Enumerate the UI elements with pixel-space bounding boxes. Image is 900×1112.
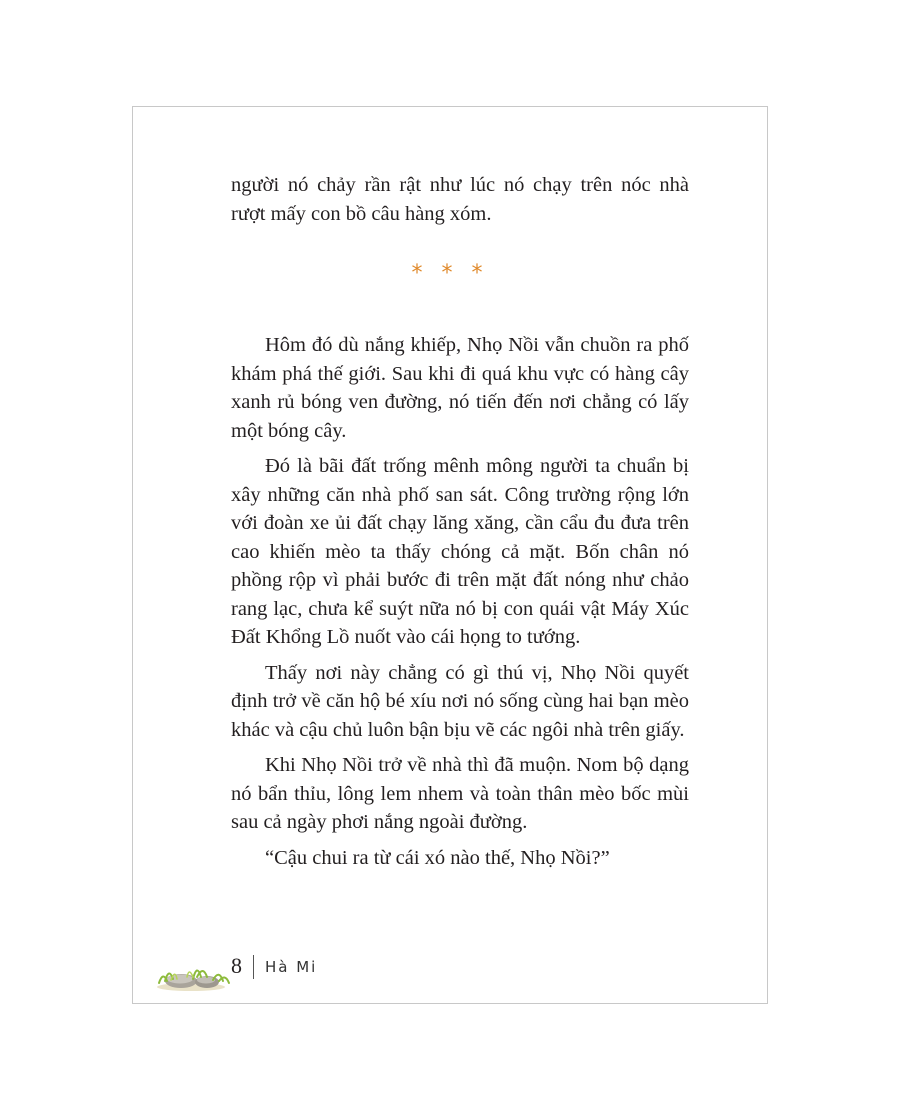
section-separator: * * * [411,261,489,286]
body-text [231,331,689,879]
continuation-text [231,171,689,228]
page-footer [153,947,453,993]
author-name: Hà Mi [265,958,318,976]
paragraph-1: Hôm đó dù nắng khiếp, Nhọ Nồi vẫn chuồn ra phố khám phá thế giới. Sau khi đi quá khu vực có hàng cây xanh rủ bóng ven đường, nó tiến đến nơi chẳng có lấy một bóng cây. [231,334,689,442]
paragraph-2: Đó là bãi đất trống mênh mông người ta chuẩn bị xây những căn nhà phố san sát. Công trường rộng lớn với đoàn xe ủi đất chạy lăng xăng, cần cẩu đu đưa trên cao khiến mèo ta thấy chóng cả mặt. Bốn chân nó phồng rộp vì phải bước đi trên mặt đất nóng như chảo rang lạc, chưa kể suýt nữa nó bị con quái vật Máy Xúc Đất Khổng Lồ nuốt vào cái họng to tướng. [231,455,689,648]
page-number: 8 [231,953,242,978]
footer-divider [253,955,254,979]
paragraph-4: Khi Nhọ Nồi trở về nhà thì đã muộn. Nom bộ dạng nó bẩn thỉu, lông lem nhem và toàn thân mèo bốc mùi sau cả ngày phơi nắng ngoài đường. [231,754,689,833]
book-page [132,106,768,1004]
paragraph-5: “Cậu chui ra từ cái xó nào thế, Nhọ Nồi?” [265,846,610,869]
grass-stones-icon [153,947,231,993]
paragraph-3: Thấy nơi này chẳng có gì thú vị, Nhọ Nồi quyết định trở về căn hộ bé xíu nơi nó sống cùng hai bạn mèo khác và cậu chủ luôn bận bịu vẽ các ngôi nhà trên giấy. [231,661,689,741]
continuation-paragraph: người nó chảy rần rật như lúc nó chạy trên nóc nhà rượt mấy con bồ câu hàng xóm. [231,174,689,225]
